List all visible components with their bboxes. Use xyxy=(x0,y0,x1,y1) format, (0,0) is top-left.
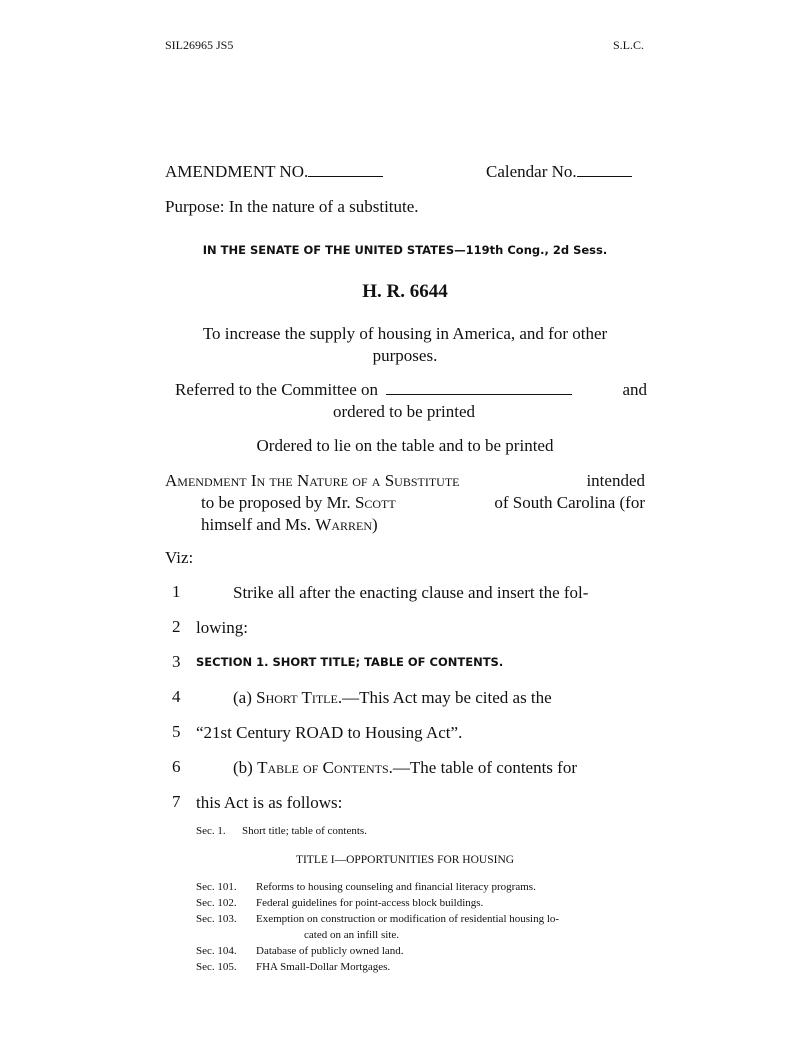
toc-entry xyxy=(196,823,656,839)
toc-section-title: Reforms to housing counseling and financial literacy programs. xyxy=(256,881,536,893)
bill-title-line1: To increase the supply of housing in America, and for other xyxy=(202,324,608,343)
referred-text: Referred to the Committee on xyxy=(175,380,378,399)
line-number: 6 xyxy=(172,757,181,776)
ains-line3-post: ) xyxy=(372,515,378,534)
calendar-no-label: Calendar No. xyxy=(486,162,577,181)
toc-entry xyxy=(196,879,656,895)
ains-line3-pre: himself and Ms. xyxy=(201,515,312,534)
subsection-heading: Table of Contents xyxy=(257,758,389,777)
body-line: Strike all after the enacting clause and insert the fol- xyxy=(233,583,589,602)
ains-line1-tail: intended xyxy=(586,471,645,490)
line-number: 1 xyxy=(172,582,181,601)
body-line-text: .—The table of contents for xyxy=(388,758,577,777)
toc-section-number: Sec. 105. xyxy=(196,961,237,973)
line-number: 5 xyxy=(172,722,181,741)
toc-entry xyxy=(196,895,656,911)
referred-and: and xyxy=(622,380,647,399)
calendar-no-blank xyxy=(577,162,632,177)
toc-section-title: Short title; table of contents. xyxy=(242,825,367,837)
toc-section-title: FHA Small-Dollar Mortgages. xyxy=(256,961,391,973)
body-line xyxy=(233,757,645,779)
toc-entry xyxy=(196,911,656,927)
body-line-text: .—This Act may be cited as the xyxy=(337,688,552,707)
slc-marker: S.L.C. xyxy=(612,38,644,52)
toc-continuation: cated on an infill site. xyxy=(304,929,399,941)
line-number: 4 xyxy=(172,687,181,706)
cosponsor-name: Warren xyxy=(315,515,372,534)
referred-line2: ordered to be printed xyxy=(332,402,476,421)
body-line: lowing: xyxy=(196,618,248,637)
viz-label: Viz: xyxy=(165,548,194,567)
body-line: this Act is as follows: xyxy=(196,793,343,812)
bill-title xyxy=(165,323,645,367)
toc-section-number: Sec. 103. xyxy=(196,913,237,925)
calendar-no xyxy=(486,161,632,183)
toc-section-title: Exemption on construction or modification of residential housing lo- xyxy=(256,913,560,925)
subsection-marker: (b) xyxy=(233,758,258,777)
toc-section-number: Sec. 102. xyxy=(196,897,237,909)
document-id: SIL26965 JS5 xyxy=(165,38,234,52)
toc-section-number: Sec. 101. xyxy=(196,881,237,893)
body-line: “21st Century ROAD to Housing Act”. xyxy=(196,723,463,742)
line-number: 2 xyxy=(172,617,181,636)
toc-entry xyxy=(196,943,656,959)
committee-blank xyxy=(386,380,572,395)
line-number: 3 xyxy=(172,652,181,671)
ains-heading: Amendment In the Nature of a Substitute xyxy=(165,471,460,490)
amendment-no xyxy=(165,161,383,183)
subsection-marker: (a) xyxy=(233,688,257,707)
toc-section-number: Sec. 1. xyxy=(196,825,226,837)
senate-heading: IN THE SENATE OF THE UNITED STATES—119th Cong., 2d Sess. xyxy=(202,243,608,257)
toc-section-title: Database of publicly owned land. xyxy=(256,945,404,957)
bill-title-line2: purposes. xyxy=(372,346,438,365)
purpose-line: Purpose: In the nature of a substitute. xyxy=(165,197,419,216)
toc-section-title: Federal guidelines for point-access block buildings. xyxy=(256,897,484,909)
toc-section-number: Sec. 104. xyxy=(196,945,237,957)
toc-entry xyxy=(196,959,656,975)
bill-number: H. R. 6644 xyxy=(362,281,448,302)
ains-line2-post: of South Carolina (for xyxy=(494,493,645,512)
ordered-line: Ordered to lie on the table and to be printed xyxy=(256,436,554,455)
ains-paragraph xyxy=(165,470,645,536)
referred-block xyxy=(175,379,647,423)
amendment-no-label: AMENDMENT NO. xyxy=(165,162,309,181)
amendment-no-blank xyxy=(308,162,383,177)
body-line xyxy=(233,687,645,709)
line-number: 7 xyxy=(172,792,181,811)
ains-line2-pre: to be proposed by Mr. xyxy=(201,493,351,512)
subsection-heading: Short Title xyxy=(256,688,338,707)
section-heading: SECTION 1. SHORT TITLE; TABLE OF CONTENTS. xyxy=(196,655,504,669)
sponsor-name: Scott xyxy=(354,493,396,512)
toc-title-heading: TITLE I—OPPORTUNITIES FOR HOUSING xyxy=(295,854,515,866)
